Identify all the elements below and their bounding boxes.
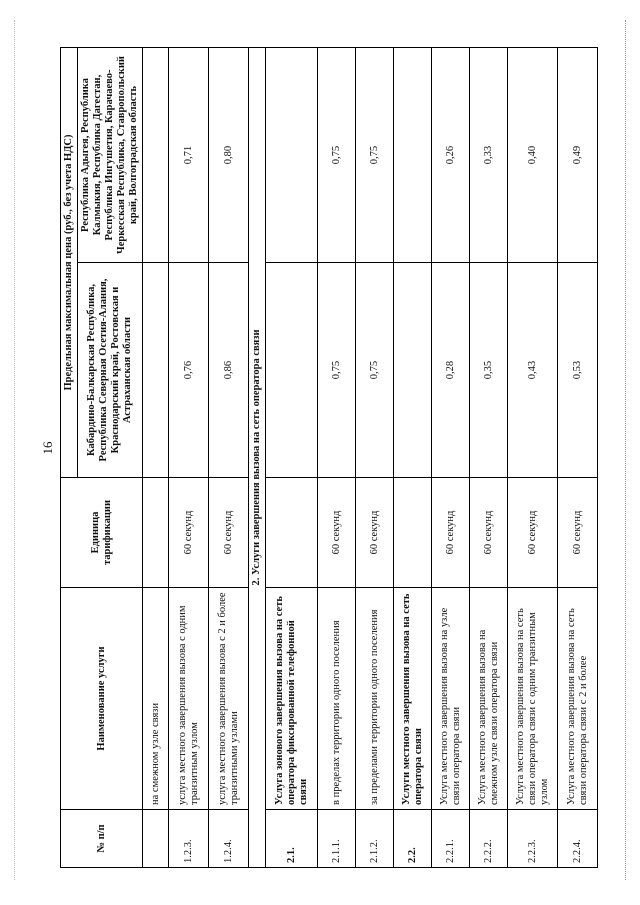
header-price-group: Предельная максимальная цена (руб., без учета НДС) <box>61 48 78 478</box>
cell-price-b <box>266 48 318 263</box>
cell-price-a: 0,43 <box>508 263 558 478</box>
cell-name: Услуга местного завершения вызова на узле связи оператора связи <box>432 588 470 810</box>
cell-num: 2.2. <box>394 810 432 868</box>
cell-unit <box>143 478 169 588</box>
table-row <box>318 48 356 868</box>
section-heading: 2. Услуги завершения вызова на сеть оператора связи <box>249 48 266 868</box>
header-region-b: Республика Адыгея, Республика Калмыкия, Республика Дагестан, Республика Ингушетия, Карачаево-Черкесская Республика, Ставропольский край, Волгоградская область <box>78 48 143 263</box>
cell-price-b <box>143 48 169 263</box>
cell-name: услуга местного завершения вызова с 2 и более транзитными узлами <box>209 588 249 810</box>
cell-price-b: 0,26 <box>432 48 470 263</box>
header-unit: Единица тарификации <box>61 478 143 588</box>
cell-unit: 60 секунд <box>558 478 598 588</box>
rotated-table-wrapper <box>60 48 589 868</box>
table-row <box>508 48 558 868</box>
cell-name: за пределами территории одного поселения <box>356 588 394 810</box>
table-row <box>432 48 470 868</box>
cell-price-b: 0,80 <box>209 48 249 263</box>
cell-num: 1.2.3. <box>169 810 209 868</box>
cell-unit: 60 секунд <box>356 478 394 588</box>
table-row <box>266 48 318 868</box>
table-row <box>169 48 209 868</box>
cell-num <box>143 810 169 868</box>
table-row <box>470 48 508 868</box>
cell-num: 2.1. <box>266 810 318 868</box>
cell-name: в пределах территории одного поселения <box>318 588 356 810</box>
cell-price-a: 0,75 <box>356 263 394 478</box>
cell-unit: 60 секунд <box>432 478 470 588</box>
cell-unit: 60 секунд <box>470 478 508 588</box>
cell-unit <box>266 478 318 588</box>
cell-unit: 60 секунд <box>209 478 249 588</box>
cell-num: 2.2.4. <box>558 810 598 868</box>
cell-price-b: 0,75 <box>318 48 356 263</box>
header-name: Наименование услуги <box>61 588 143 810</box>
cell-price-b: 0,33 <box>470 48 508 263</box>
header-region-a: Кабардино-Балкарская Республика, Республика Северная Осетия-Алания, Краснодарский край, Ростовская и Астраханская области <box>78 263 143 478</box>
table-row <box>143 48 169 868</box>
cell-name: Услуга местного завершения вызова на смежном узле связи оператора связи <box>470 588 508 810</box>
cell-price-a <box>266 263 318 478</box>
cell-price-a: 0,53 <box>558 263 598 478</box>
cell-name: Услуга местного завершения вызова на сеть связи оператора связи с одним транзитным узлом <box>508 588 558 810</box>
cell-price-a: 0,86 <box>209 263 249 478</box>
cell-price-b: 0,75 <box>356 48 394 263</box>
cell-name: услуга местного завершения вызова с одним транзитным узлом <box>169 588 209 810</box>
cell-unit: 60 секунд <box>169 478 209 588</box>
cell-unit: 60 секунд <box>508 478 558 588</box>
section-row <box>249 48 266 868</box>
cell-num: 1.2.4. <box>209 810 249 868</box>
cell-num: 2.1.1. <box>318 810 356 868</box>
table-row <box>209 48 249 868</box>
page-number: 16 <box>40 441 55 455</box>
cell-unit: 60 секунд <box>318 478 356 588</box>
cell-price-a: 0,35 <box>470 263 508 478</box>
cell-unit <box>394 478 432 588</box>
price-table <box>60 47 598 868</box>
cell-price-a: 0,76 <box>169 263 209 478</box>
table-row <box>356 48 394 868</box>
cell-price-a <box>394 263 432 478</box>
cell-price-b <box>394 48 432 263</box>
cell-name: Услуга зонового завершения вызова на сеть оператора фиксированной телефонной связи <box>266 588 318 810</box>
cell-name: на смежном узле связи <box>143 588 169 810</box>
cell-price-a: 0,75 <box>318 263 356 478</box>
cell-name: Услуга местного завершения вызова на сеть связи оператора связи с 2 и более <box>558 588 598 810</box>
cell-price-b: 0,49 <box>558 48 598 263</box>
cell-num: 2.2.3. <box>508 810 558 868</box>
scan-edge-left <box>14 20 15 880</box>
header-row-1 <box>61 48 78 868</box>
scan-edge-right <box>625 20 626 880</box>
cell-price-b: 0,40 <box>508 48 558 263</box>
table-row <box>558 48 598 868</box>
cell-name: Услуги местного завершения вызова на сеть оператора связи <box>394 588 432 810</box>
cell-num: 2.1.2. <box>356 810 394 868</box>
table-row <box>394 48 432 868</box>
cell-price-a: 0,28 <box>432 263 470 478</box>
cell-price-a <box>143 263 169 478</box>
cell-num: 2.2.2. <box>470 810 508 868</box>
cell-num: 2.2.1. <box>432 810 470 868</box>
header-num: № п/п <box>61 810 143 868</box>
cell-price-b: 0,71 <box>169 48 209 263</box>
